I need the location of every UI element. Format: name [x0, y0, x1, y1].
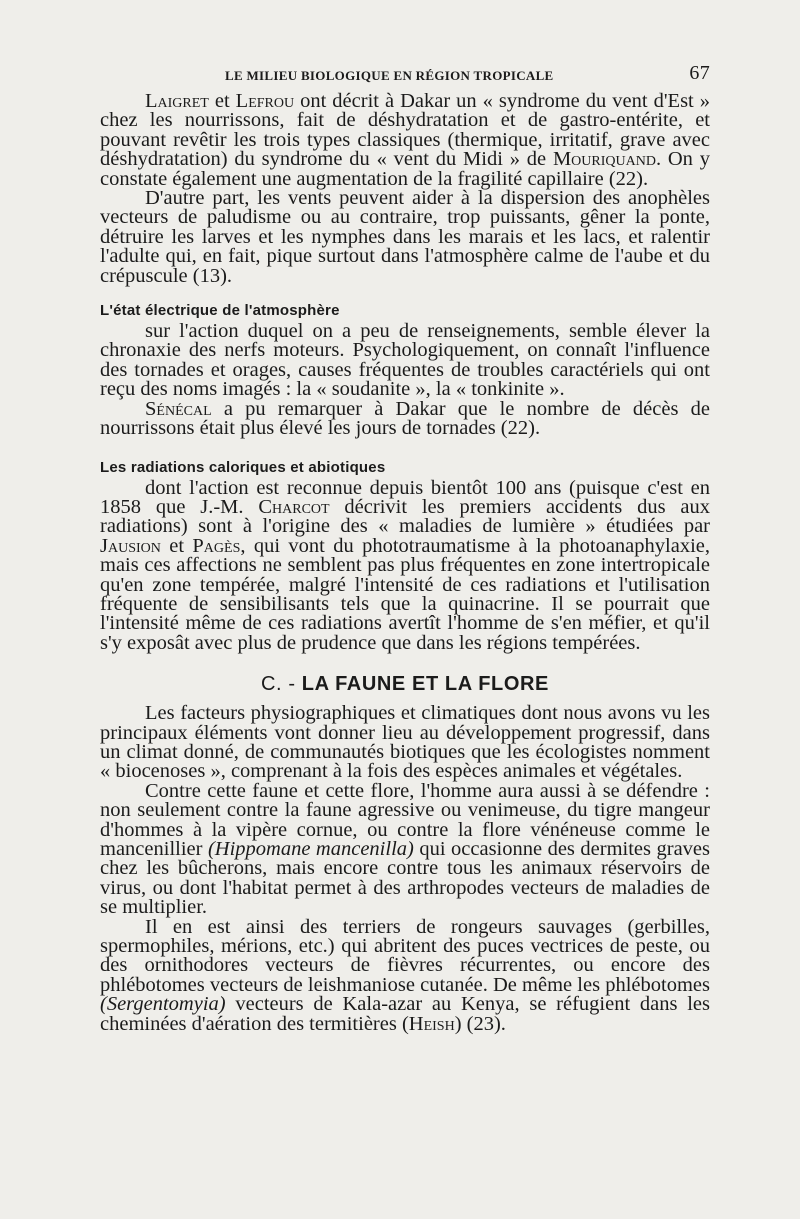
- text-run: a pu remarquer à Dakar que le nombre de décès de nourrissons était plus élevé les jours de tornades (22).: [100, 397, 710, 440]
- author-name: Heish: [408, 1012, 455, 1035]
- running-title: LE MILIEU BIOLOGIQUE EN RÉGION TROPICALE: [225, 68, 554, 83]
- latin-name: (Sergentomyia): [100, 993, 226, 1016]
- paragraph-facteurs: Les facteurs physiographiques et climatiques dont nous avons vu les principaux éléments vont donner lieu au développement progressif, dans un climat donné, de communautés biotiques que les écologistes nomment « biocenoses », comprenant à la fois des espèces animales et végétales.: [100, 702, 710, 783]
- text-run: ont décrit à Dakar un « syndrome du vent d'Est » chez les nourrissons, fait de déshydratation et de gastro-entérite, et pouvant revêtir les trois types classiques (thermique, irritatif, grave avec déshydratation) du syndrome du « vent du Midi » de: [100, 90, 710, 171]
- text-run: et: [208, 90, 236, 112]
- chapter-label: C. -: [261, 673, 302, 696]
- paragraph-senecal: [100, 397, 710, 440]
- text-run: , qui vont du phototraumatisme à la photoanaphylaxie, mais ces affections ne semblent pas plus fréquentes en zone intertropicale qu'en zone tempérée, malgré l'intensité de ces radiations et l'utilisation fréquente de sensibilisants tels que la quinacrine. Il se pourrait que l'intensité même de ces radiations avertît l'homme de s'en méfier, et qu'il s'y exposât avec plus de prudence que dans les régions tempérées.: [100, 534, 710, 654]
- text-run: . On y constate également une augmentation de la fragilité capillaire (22).: [100, 148, 710, 190]
- author-name: Pagès: [192, 534, 241, 557]
- text-run: vecteurs de Kala-azar au Kenya, se réfugient dans les cheminées d'aération des termitières (: [100, 993, 710, 1035]
- text-run: dont l'action est reconnue depuis bientôt 100 ans (puisque c'est en 1858 que J.-M.: [100, 476, 710, 518]
- text-run: décrivit les premiers accidents dus aux radiations) sont à l'origine des « maladies de lumière » étudiées par: [100, 495, 710, 538]
- paragraph-radiations: [100, 476, 710, 654]
- paragraph-vents: D'autre part, les vents peuvent aider à la dispersion des anophèles vecteurs de paludisme ou au contraire, trop puissants, gêner la ponte, détruire les larves et les nymphes dans les marais et les lacs, et ralentir l'adulte qui, en fait, pique surtout dans l'atmosphère calme de l'aube et du crépuscule (13).: [100, 187, 710, 287]
- text-run: ) (23).: [454, 1012, 506, 1035]
- latin-name: (Hippomane mancenilla): [207, 838, 414, 860]
- author-name: Laigret: [145, 90, 209, 112]
- author-name: Mouriquand: [552, 148, 656, 171]
- paragraph-etat-electrique: sur l'action duquel on a peu de renseignements, semble élever la chronaxie des nerfs moteurs. Psychologiquement, on connaît l'influence des tornades et orages, causes fréquentes de troubles caractériels qui ont reçu des noms imagés : la « soudanite », la « tonkinite ».: [100, 320, 710, 401]
- paragraph-defense: [100, 779, 710, 919]
- author-name: Lefrou: [235, 90, 295, 112]
- page-number: 67: [689, 62, 710, 84]
- chapter-title: LA FAUNE ET LA FLORE: [301, 673, 549, 696]
- section-heading-etat-electrique: L'état électrique de l'atmosphère: [100, 302, 340, 320]
- author-name: Sénécal: [145, 397, 212, 420]
- book-page: [100, 62, 710, 1034]
- paragraph-terriers: [100, 915, 710, 1035]
- text-run: et: [160, 534, 193, 557]
- chapter-heading-faune-flore: [100, 673, 710, 696]
- author-name: Jausion: [100, 534, 161, 557]
- text-run: qui occasionne des dermites graves chez les bûcherons, mais encore contre tous les animaux réservoirs de virus, ou dont l'habitat permet à des arthropodes vecteurs de maladies de se multiplier.: [100, 838, 710, 919]
- page-header: [100, 62, 710, 92]
- text-run: Il en est ainsi des terriers de rongeurs sauvages (gerbilles, spermophiles, mérions, etc.) qui abritent des puces vectrices de peste, ou des ornithodores vecteurs de fièvres récurrentes, ou encore des phlébotomes vecteurs de leishmaniose cutanée. De même les phlébotomes: [100, 915, 710, 996]
- section-heading-radiations: Les radiations caloriques et abiotiques: [100, 458, 386, 476]
- author-name: Charcot: [258, 495, 330, 518]
- paragraph-syndrome: [100, 92, 710, 189]
- text-run: Contre cette faune et cette flore, l'homme aura aussi à se défendre : non seulement contre la faune agressive ou venimeuse, du tigre mangeur d'hommes à la vipère cornue, ou contre la flore vénéneuse comme le mancenillier: [100, 779, 710, 860]
